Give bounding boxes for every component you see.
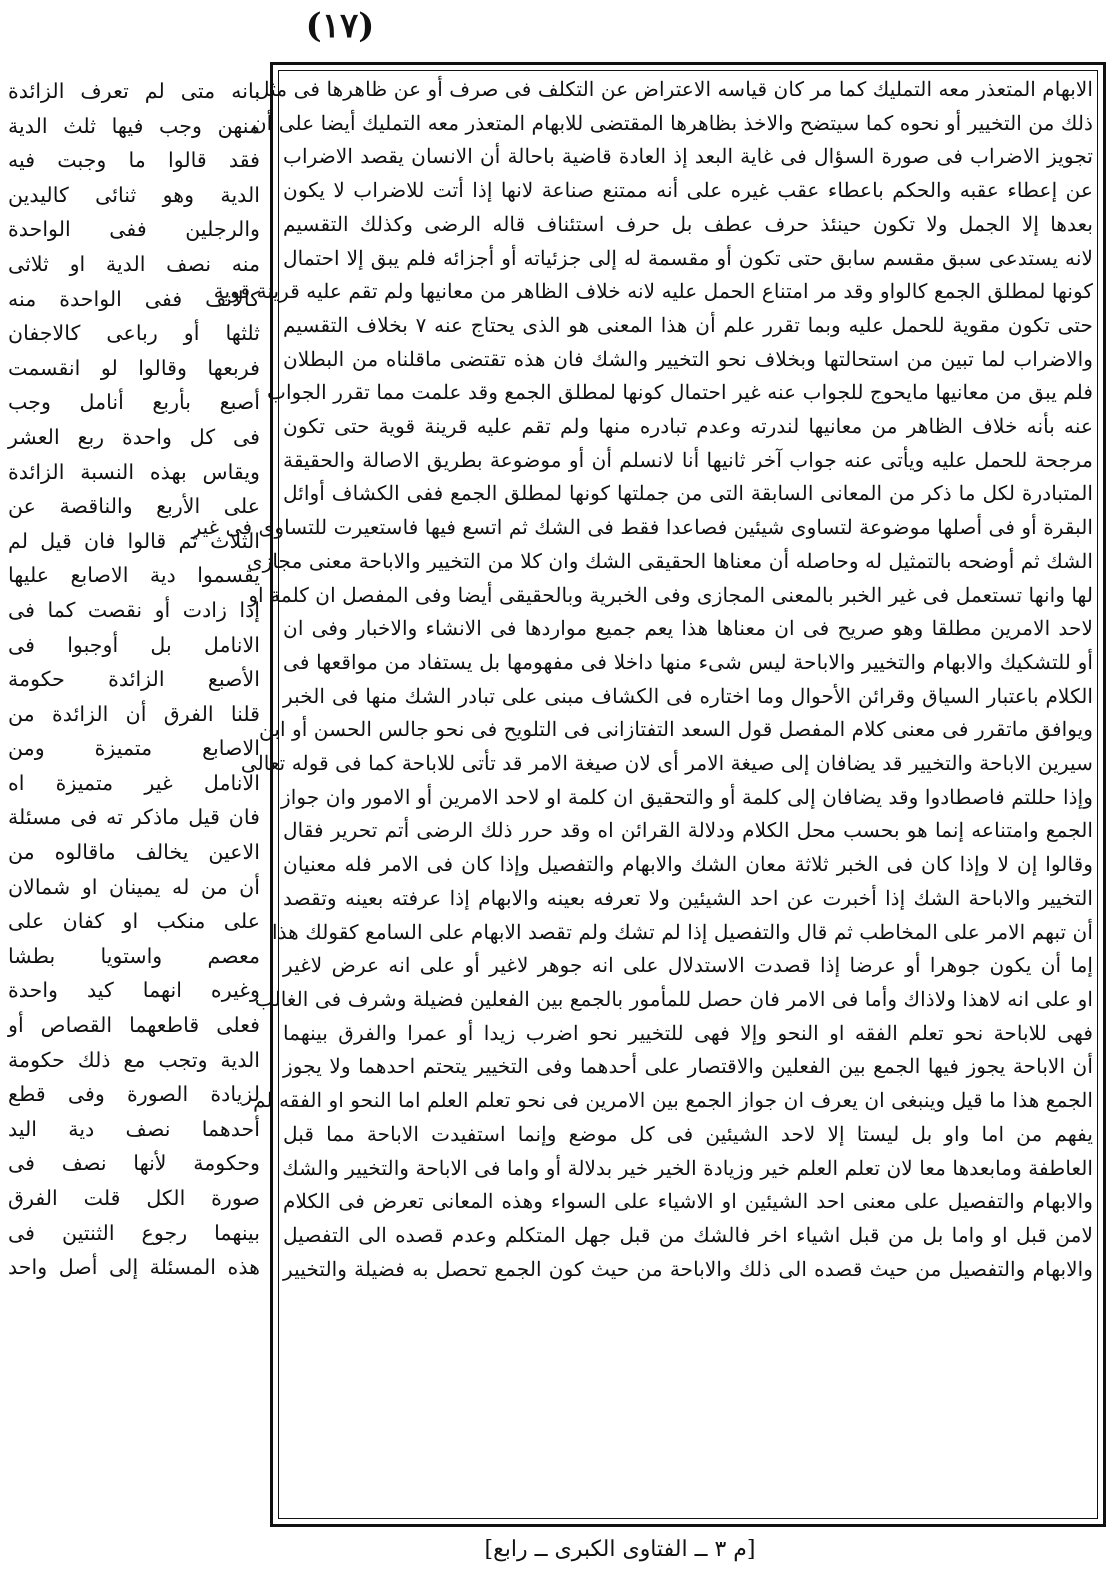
margin-text-line: الاصابع متميزة ومن xyxy=(8,736,260,761)
main-text-line: والابهام والتفصيل من حيث قصده الى ذلك والاباحة من حيث كون الجمع تحصل به فضيلة والتخيير xyxy=(283,1256,1093,1281)
main-text-line: حتى تكون مقوية للحمل عليه وبما تقرر علم أن هذا المعنى هو الذى يحتاج عنه ٧ بخلاف التقسيم xyxy=(283,312,1093,337)
main-text-line: البقرة أو فى أصلها موضوعة لتساوى شيئين فصاعدا فقط فى الشك ثم اتسع فيها فاستعيرت للتساوى فى غير xyxy=(191,515,1093,540)
margin-text-line: أحدهما نصف دية اليد xyxy=(8,1116,260,1141)
main-text-line: بعدها إلا الجمل ولا تكون حينئذ حرف عطف بل حرف استئناف قاله الرضى وكذلك التقسيم xyxy=(283,211,1093,236)
main-text-line: لانه يستدعى سبق مقسم سابق حتى تكون أو مقسمة له إلى جزئياته أو أجزائه فلم يبق إلا احتمال xyxy=(283,245,1093,270)
margin-text-line: منه نصف الدية او ثلاثى xyxy=(8,251,260,276)
margin-text-line: بانه متى لم تعرف الزائدة xyxy=(8,79,260,103)
margin-text-line: الانامل بل أوجبوا فى xyxy=(8,632,260,657)
main-text-line: أو للتشكيك والابهام والتخيير والاباحة ليس شىء منها داخلا فى مفهومها بل يستفاد من مواقعها فى xyxy=(283,649,1093,674)
main-text-line: إما أن يكون جوهرا أو عرضا إذا قصدت الاستدلال على انه جوهر لاغير أو على انه عرض لاغير xyxy=(283,953,1093,978)
margin-text-line: لزيادة الصورة وفى قطع xyxy=(8,1082,260,1107)
main-text-body xyxy=(191,73,1093,1516)
margin-text-line: الدية وتجب مع ذلك حكومة xyxy=(8,1047,260,1072)
main-text-line: أن الاباحة يجوز فيها الجمع بين الفعلين والاقتصار على أحدهما وفى التخيير يتحتم احدهما ولا يجوز xyxy=(283,1054,1093,1079)
main-text-line: عنه بأنه خلاف الظاهر من معانيها لندرته وعدم تبادره منها ولم تقم عليه قرينة قوية حتى تكون xyxy=(283,414,1093,439)
margin-text-line: على منكب او كفان على xyxy=(8,909,260,934)
margin-text-line: أن من له يمينان او شمالان xyxy=(8,874,260,899)
margin-text-line: فعلى قاطعهما القصاص أو xyxy=(8,1013,260,1038)
main-text-line: والابهام والتفصيل على معنى احد الشيئين او الاشياء على السواء وهذه المعانى تعرض فى الكلام xyxy=(283,1189,1093,1214)
main-text-line: تجويز الاضراب فى صورة السؤال فى غاية البعد إذ العادة قاضية باحالة أن الانسان يقصد الاضراب xyxy=(283,144,1093,169)
main-text-line: سيرين الاباحة والتخيير قد يضافان إلى صيغة الامر أى لان صيغة الامر قد تأتى للاباحة كما فى قوله تعالى xyxy=(240,751,1093,776)
main-text-line: كونها لمطلق الجمع كالواو وقد مر امتناع الحمل عليه لانه خلاف الظاهر من معانيها ولم تقم عليه قرينة قوية xyxy=(213,279,1093,304)
margin-text-line: الانامل غير متميزة اه xyxy=(8,770,260,795)
margin-text-line: كالانف ففى الواحدة منه xyxy=(8,286,260,311)
page-number: (١٧) xyxy=(305,6,375,46)
main-text-line: لاحد الامرين مطلقا وهو صريح فى ان معناها هذا يعم جميع مواردها فى الانشاء والاخبار وفى ان xyxy=(283,616,1093,641)
margin-text-line: الدية وهو ثنائى كاليدين xyxy=(8,182,260,207)
margin-text-line: الاعين يخالف ماقالوه من xyxy=(8,840,260,865)
margin-text-line: الثلاث ثم قالوا فان قيل لم xyxy=(8,528,260,553)
main-text-line: يفهم من اما واو بل ليستا إلا لاحد الشيئين فى كل موضع وإنما استفيدت الاباحة مما قبل xyxy=(283,1121,1093,1146)
margin-text-line: إذا زادت أو نقصت كما فى xyxy=(8,597,260,622)
margin-text-line: فان قيل ماذكر ته فى مسئلة xyxy=(8,805,260,830)
margin-text-line: منهن وجب فيها ثلث الدية xyxy=(8,113,260,138)
margin-text-line: هذه المسئلة إلى أصل واحد xyxy=(8,1255,260,1280)
main-text-frame xyxy=(191,62,1106,1527)
main-text-line: المتبادرة لكل ما ذكر من المعانى السابقة التى من جملتها كونها لمطلق الجمع ففى الكشاف أوائل xyxy=(283,481,1093,506)
main-text-line: فهى للاباحة نحو تعلم الفقه او النحو وإلا فهى للتخيير نحو اضرب زيدا أو عمرا والفرق بينهما xyxy=(283,1020,1093,1045)
main-text-line: ويوافق ماتقرر فى معنى كلام المفصل قول السعد التفتازانى فى التلويح فى نحو جالس الحسن أو ابن xyxy=(258,717,1093,742)
margin-text-line: يقسموا دية الاصابع عليها xyxy=(8,563,260,588)
main-text-line: مرجحة للحمل عليه ويأتى عنه جواب آخر ثانيها أنا لانسلم أن أو موضوعة بطريق الاصالة والحقيقة xyxy=(283,447,1093,472)
main-text-line: الجمع هذا ما قيل وينبغى ان يعرف ان جواز الجمع بين الامرين فى نحو تعلم العلم اما النحو او الفقه لم xyxy=(253,1088,1093,1113)
margin-text-line: فى كل واحدة ربع العشر xyxy=(8,424,260,449)
main-text-line: وقالوا إن لا وإذا كان فى الخبر ثلاثة معان الشك والابهام والتفصيل وإذا كان فى الامر فله معنيان xyxy=(283,852,1093,877)
main-text-line: او على انه لاهذا ولاذاك وأما فى الامر فان حصل للمأمور بالجمع بين الفعلين فضيلة وشرف فى الغالب xyxy=(254,986,1093,1011)
main-text-line: التخيير والاباحة الشك إذا أخبرت عن احد الشيئين ولا تعرفه بعينه والابهام إذا عرفته بعينه وتقصد xyxy=(283,885,1093,910)
margin-text-line: أصبع بأربع أنامل وجب xyxy=(8,390,260,415)
main-text-line: عن إعطاء عقبه والحكم باعطاء عقب غيره على أنه ممتنع صناعة لانها إذا أتت للاضراب لا يكون xyxy=(283,178,1093,203)
margin-text-line: الأصبع الزائدة حكومة xyxy=(8,667,260,692)
margin-text-line: معصم واستويا بطشا xyxy=(8,943,260,968)
margin-text-line: والرجلين ففى الواحدة xyxy=(8,217,260,242)
margin-text-line: ثلثها أو رباعى كالاجفان xyxy=(8,321,260,346)
margin-text-line: قلنا الفرق أن الزائدة من xyxy=(8,701,260,726)
main-text-line: العاطفة ومابعدها معا لان تعلم العلم خير وزيادة الخير خير بدلالة أو واما فى الاباحة والتخيير والشك xyxy=(282,1155,1093,1180)
main-text-line: ذلك من التخيير أو نحوه كما سيتضح والاخذ بظاهرها المقتضى للابهام المتعذر معه التمليك أيضا على أن xyxy=(251,110,1093,135)
main-text-line: لها وانها تستعمل فى غير الخبر بالمعنى المجازى وفى الخبرية وبالحقيقى أيضا وفى المفصل ان كلمة او xyxy=(248,582,1093,607)
main-text-line: الشك ثم أوضحه بالتمثيل له وحاصله أن معناها الحقيقى الشك وان كلا من التخيير والاباحة معنى مجازى xyxy=(246,548,1093,573)
margin-text-line: على الأربع والناقصة عن xyxy=(8,494,260,519)
margin-text-line: صورة الكل قلت الفرق xyxy=(8,1186,260,1210)
margin-text-line: بينهما رجوع الثنتين فى xyxy=(8,1220,260,1245)
margin-text-line: وحكومة لأنها نصف فى xyxy=(8,1151,260,1176)
main-text-line: الكلام باعتبار السياق وقرائن الأحوال وما اختاره فى الكشاف مبنى على تبادر الشك منها فى الخبر xyxy=(283,683,1093,708)
main-text-line: والاضراب لما تبين من استحالتها وبخلاف نحو التخيير والشك فان هذه تقتضى ماقلناه من البطلان xyxy=(283,346,1093,371)
main-text-line: لامن قبل او واما بل من قبل اشياء اخر فالشك من قبل جهل المتكلم وعدم قصده الى التفصيل xyxy=(283,1222,1093,1247)
margin-text-line: وغيره انهما كيد واحدة xyxy=(8,978,260,1003)
main-text-line: فلم يبق من معانيها مايحوج للجواب عنه غير احتمال كونها لمطلق الجمع وقد علمت مما تقرر الجواب xyxy=(266,380,1093,405)
main-text-line: أن تبهم الامر على المخاطب ثم قال والتفصيل إذا لم تشك ولم تقصد الابهام على السامع كقولك هذا xyxy=(271,919,1093,944)
main-text-line: وإذا حللتم فاصطادوا وقد يضافان إلى كلمة أو والتحقيق ان كلمة او لاحد الامرين أو الامور وان جواز xyxy=(281,784,1093,809)
margin-text-line: فقد قالوا ما وجبت فيه xyxy=(8,148,260,173)
margin-text-line: ويقاس بهذه النسبة الزائدة xyxy=(8,459,260,484)
footer-signature: [م ٣ ــ الفتاوى الكبرى ــ رابع] xyxy=(484,1537,756,1562)
main-text-line: الابهام المتعذر معه التمليك كما مر كان قياسه الاعتراض عن التكلف فى صرف أو عن ظاهرها فى مثل xyxy=(254,77,1093,101)
main-text-line: الجمع وامتناعه إنما هو بحسب محل الكلام ودلالة القرائن اه وقد حرر ذلك الرضى أتم تحرير فقال xyxy=(283,818,1093,843)
margin-text-line: فربعها وقالوا لو انقسمت xyxy=(8,355,260,380)
